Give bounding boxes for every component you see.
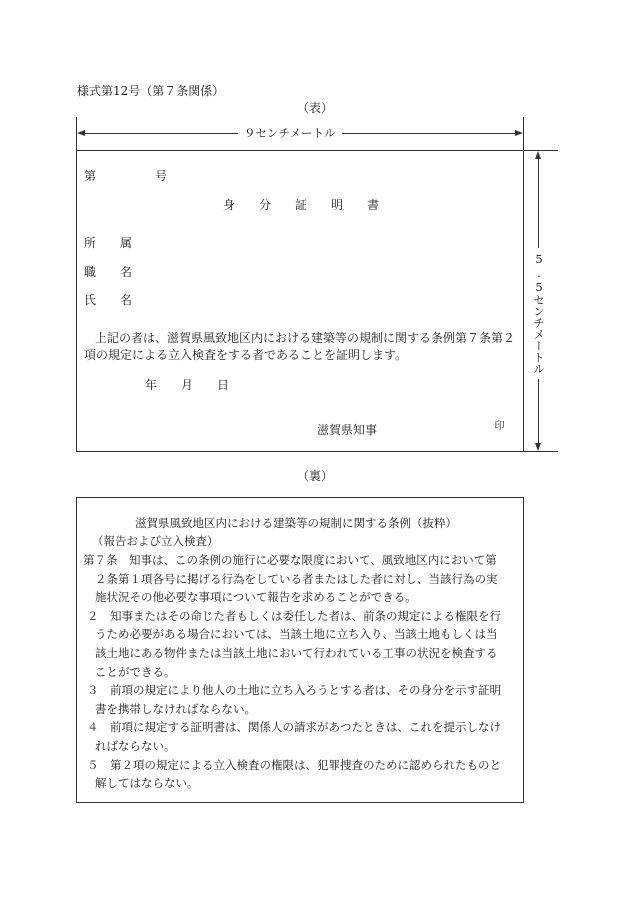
card-title: 身 分 証 明 書 — [223, 198, 380, 212]
article-line: 該土地にある物件または当該土地において行われている工事の状況を検査する — [95, 645, 498, 660]
height-dimension-bottom-tick — [524, 451, 558, 452]
statement-line-1: 上記の者は、滋賀県風致地区内における建築等の規制に関する条例第７条第２ — [95, 331, 516, 345]
field-affiliation-label: 所 属 — [84, 236, 133, 250]
id-card-back — [76, 497, 524, 803]
id-card-front — [76, 150, 524, 452]
article-line: 施状況その他必要な事項について報告を求めることができる。 — [95, 590, 417, 605]
arrow-left-icon — [77, 130, 85, 136]
article-text — [83, 551, 501, 793]
article-line: ５ 第２項の規定による立入検査の権限は、犯罪捜査のために認められたものと — [87, 757, 501, 772]
article-line: ２条第１項各号に掲げる行為をしている者またはした者に対し、当該行為の実 — [95, 571, 498, 586]
width-dimension-right-tick — [523, 117, 524, 151]
arrow-down-icon — [535, 443, 541, 451]
issue-date: 年 月 日 — [145, 378, 230, 392]
height-dimension-label: 5.5センチメートル — [530, 248, 546, 379]
article-heading: （報告および立入検査） — [92, 534, 219, 548]
article-line: ればならない。 — [95, 738, 176, 753]
article-line: うため必要がある場合においては、当該土地に立ち入り、当該土地もしくは当 — [95, 627, 498, 642]
field-job-title-label: 職 名 — [84, 265, 133, 279]
ordinance-title: 滋賀県風致地区内における建築等の規制に関する条例（抜粋） — [135, 516, 457, 530]
article-line: 第７条 知事は、この条例の施行に必要な限度において、風致地区内において第 — [83, 553, 497, 567]
seal-mark: 印 — [494, 421, 505, 432]
article-line: ４ 前項に規定する証明書は、関係人の請求があつたときは、これを提示しなけ — [87, 720, 501, 735]
height-dimension-top-tick — [524, 150, 558, 151]
width-dimension-label: ９センチメートル — [238, 125, 342, 141]
number-prefix: 第 — [84, 169, 97, 183]
article-line: 解してはならない。 — [95, 776, 199, 791]
article-line: ２ 知事またはその命じた者もしくは委任した者は、前条の規定による権限を行 — [87, 608, 501, 623]
issuer: 滋賀県知事 — [317, 423, 378, 437]
arrow-up-icon — [535, 151, 541, 159]
form-number: 様式第12号（第７条関係） — [77, 84, 225, 98]
arrow-right-icon — [515, 130, 523, 136]
field-name-label: 氏 名 — [84, 293, 133, 307]
article-line: ３ 前項の規定により他人の土地に立ち入ろうとする者は、その身分を示す証明 — [87, 683, 501, 698]
number-suffix: 号 — [155, 169, 168, 183]
back-label: （裏） — [296, 469, 333, 483]
article-line: ことができる。 — [95, 664, 176, 679]
article-line: 書を携帯しなければならない。 — [95, 701, 256, 716]
statement-line-2: 項の規定による立入検査をする者であることを証明します。 — [84, 348, 408, 362]
front-label: （表） — [296, 101, 333, 115]
